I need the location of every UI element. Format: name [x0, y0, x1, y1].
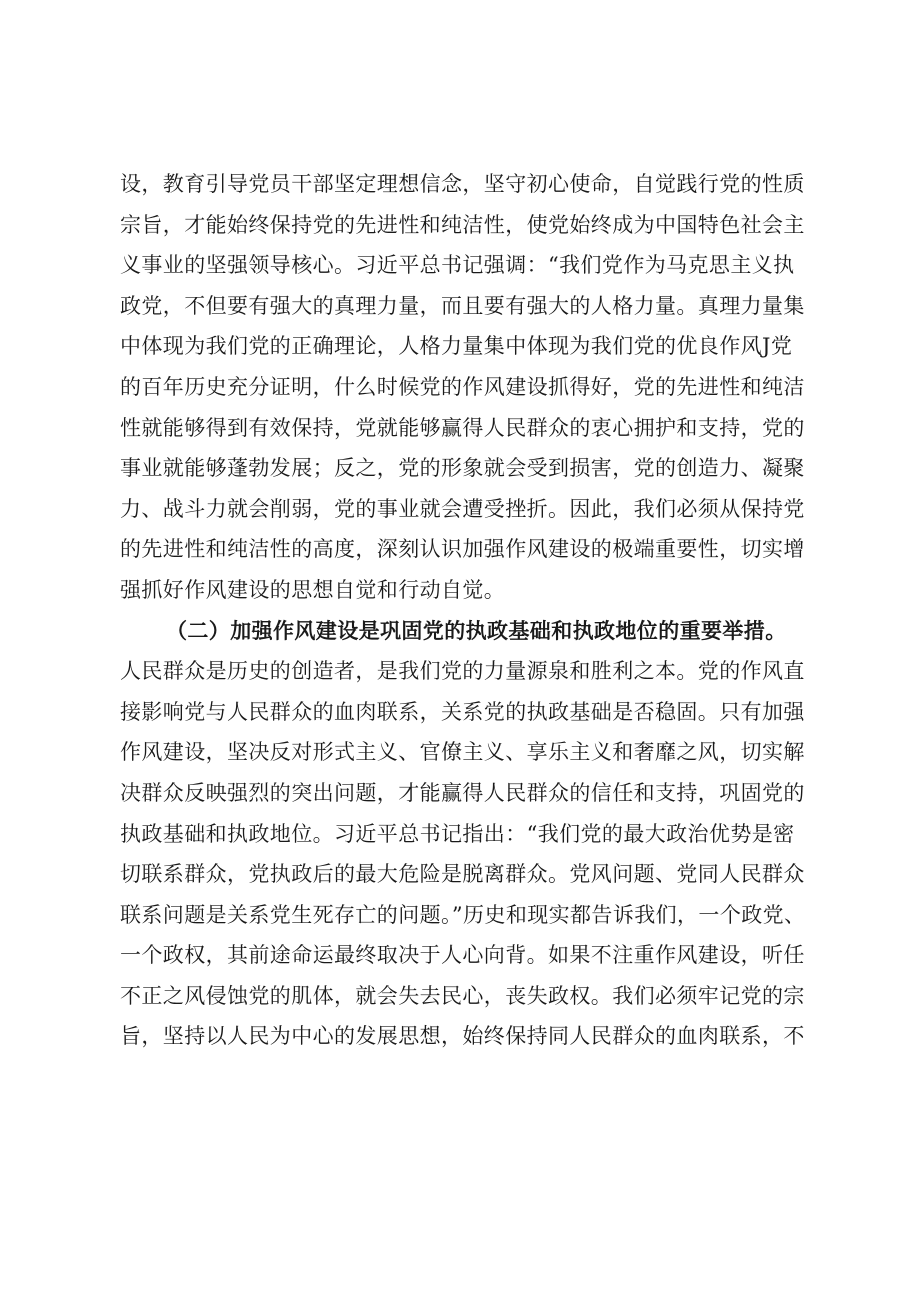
- text-line: 设，教育引导党员干部坚定理想信念，坚守初心使命，自觉践行党的性质: [120, 172, 805, 196]
- text-line: 切联系群众，党执政后的最大危险是脱离群众。党风问题、党同人民群众: [120, 862, 805, 887]
- text-line: 中体现为我们党的正确理论，人格力量集中体现为我们党的优良作风J党: [120, 334, 793, 359]
- text-line: 人民群众是历史的创造者，是我们党的力量源泉和胜利之本。党的作风直: [120, 659, 805, 684]
- text-line: 不正之风侵蚀党的肌体，就会失去民心，丧失政权。我们必须牢记党的宗: [120, 983, 805, 1008]
- text-line: 一个政权，其前途命运最终取决于人心向背。如果不注重作风建设，听任: [120, 943, 805, 968]
- text-line: 旨，坚持以人民为中心的发展思想，始终保持同人民群众的血肉联系，不: [120, 1024, 805, 1049]
- text-line: 决群众反映强烈的突出问题，才能赢得人民群众的信任和支持，巩固党的: [120, 780, 805, 805]
- text-line: 接影响党与人民群众的血肉联系，关系党的执政基础是否稳固。只有加强: [120, 699, 805, 724]
- text-line: 联系问题是关系党生死存亡的问题。”历史和现实都告诉我们，一个政党、: [120, 902, 806, 927]
- text-line: 力、战斗力就会削弱，党的事业就会遭受挫折。因此，我们必须从保持党: [120, 496, 805, 521]
- text-line: 政党，不但要有强大的真理力量，而且要有强大的人格力量。真理力量集: [120, 293, 805, 318]
- text-line: 性就能够得到有效保持，党就能够赢得人民群众的衷心拥护和支持，党的: [120, 415, 805, 440]
- text-line: 强抓好作风建设的思想自觉和行动自觉。: [120, 577, 506, 602]
- body-text: [120, 164, 820, 1057]
- text-line: 作风建设，坚决反对形式主义、官僚主义、享乐主义和奢靡之风，切实解: [120, 740, 805, 765]
- text-line: 义事业的坚强领导核心。习近平总书记强调：“我们党作为马克思主义执: [120, 253, 795, 278]
- text-line: 执政基础和执政地位。习近平总书记指出：“我们党的最大政治优势是密: [120, 821, 795, 846]
- text-line: 事业就能够蓬勃发展；反之，党的形象就会受到损害，党的创造力、凝聚: [120, 456, 805, 481]
- text-line: 的先进性和纯洁性的高度，深刻认识加强作风建设的极端重要性，切实增: [120, 537, 805, 562]
- text-line: 的百年历史充分证明，什么时候党的作风建设抓得好，党的先进性和纯洁: [120, 374, 805, 399]
- section-heading: （二）加强作风建设是巩固党的执政基础和执政地位的重要举措。: [166, 617, 787, 643]
- text-line: 宗旨，才能始终保持党的先进性和纯洁性，使党始终成为中国特色社会主: [120, 212, 805, 237]
